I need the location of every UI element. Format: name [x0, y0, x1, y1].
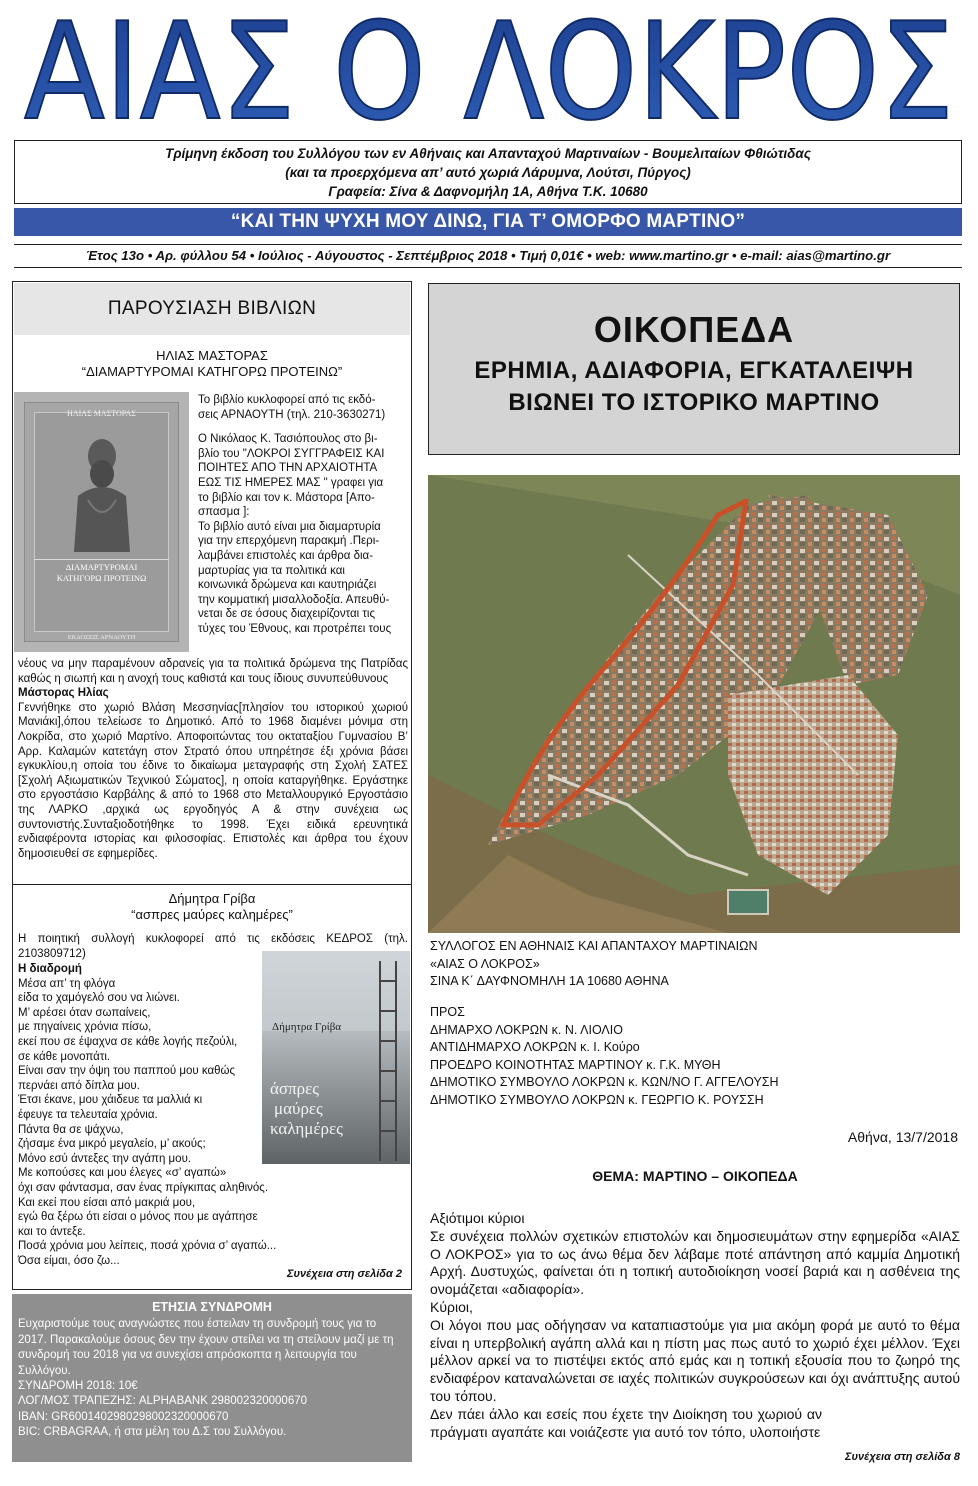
greeting: Αξιότιμοι κύριοι [430, 1210, 525, 1226]
publication-address: Γραφεία: Σίνα & Δαφνομήλη 1Α, Αθήνα Τ.Κ. 10680 [328, 184, 648, 199]
book1-cover-title: ΔΙΑΜΑΡΤΥΡΟΜΑΙ ΚΑΤΗΓΟΡΩ ΠΡΟΤΕΙΝΩ [56, 562, 147, 583]
book1-header [16, 348, 408, 380]
book2-poem: Η διαδρομή Μέσα απ’ τη φλόγα είδα το χαμόγελό σου να λιώνει. Μ’ αρέσει όταν σωπαίνεις, με πηγαίνεις χρόνια πίσω, εκεί που σε έψαχνα σε κάθε λογής πεζούλι, σε κάθε μονοπάτι. Είναι σαν την όψη του παππού μου καθώς περνάει από δίπλα μου. Έτσι έκανε, μου χάιδευε τα μαλλιά κι έφευγε τα τελευταία χρόνια. Πάντα θα σε ψάχνω, ζήσαμε ένα μικρό μεγαλείο, μ’ ακούς; Μόνο εσύ άντεξες την αγάπη μου. Με κοπούσες και μου έλεγες «σ’ αγαπώ» όχι σαν φάντασμα, σαν ένας πρίγκιπας αληθινός. Και εκεί που είσαι από μακριά μου, εγώ θα ξέρω ότι είσαι ο μόνος που με αγάπησε και το άντεξε. Ποσά χρόνια μου λείπεις, ποσά χρόνια σ’ αγαπώ... Όσα είμαι, όσο ζω... [18, 963, 277, 1267]
publication-info [14, 140, 962, 204]
bank-account: ΛΟΓ/ΜΟΣ ΤΡΑΠΕΖΗΣ: ALPHABANK 298002320000670 [18, 1395, 308, 1408]
publication-line-1: Τρίμηνη έκδοση του Συλλόγου των εν Αθήναις και Απανταχού Μαρτιναίων - Βουμελιταίων Φθιώτιδας [165, 146, 811, 161]
letter-recipients: ΠΡΟΣ ΔΗΜΑΡΧΟ ΛΟΚΡΩΝ κ. Ν. ΛΙΟΛΙΟ ΑΝΤΙΔΗΜΑΡΧΟ ΛΟΚΡΩΝ κ. Ι. Κούρο ΠΡΟΕΔΡΟ ΚΟΙΝΟΤΗΤΑΣ ΜΑΡΤΙΝΟΥ κ. Γ.Κ. ΜΥΘΗ ΔΗΜΟΤΙΚΟ ΣΥΜΒΟΥΛΟ ΛΟΚΡΩΝ κ. ΚΩΝ/ΝΟ Γ. ΑΓΓΕΛΟΥΣΗ ΔΗΜΟΤΙΚΟ ΣΥΜΒΟΥΛΟ ΛΟΚΡΩΝ κ. ΓΕΩΡΓΙΟ Κ. ΡΟΥΣΣΗ [430, 1004, 960, 1109]
letter-sender: ΣΥΛΛΟΓΟΣ ΕΝ ΑΘΗΝΑΙΣ ΚΑΙ ΑΠΑΝΤΑΧΟΥ ΜΑΡΤΙΝΑΙΩΝ «ΑΙΑΣ Ο ΛΟΚΡΟΣ» ΣΙΝΑ Κ΄ ΔΑΥΦΝΟΜΗΛΗ 1Α 10680 ΑΘΗΝΑ [430, 939, 758, 988]
plots-headline-box [428, 283, 960, 455]
book1-full-text: νέους να μην παραμένουν αδρανείς για τα πολιτικά δρώμενα της Πατρίδας καθώς η σιωπή και η ανοχή τους καθιστά και τους ίδιους συνυπεύθυνους [18, 658, 408, 685]
ladder-image [374, 961, 404, 1161]
issue-info: Έτος 13ο • Αρ. φύλλου 54 • Ιούλιος - Αύγουστος - Σεπτέμβριος 2018 • Τιμή 0,01€ • web: www.martino.gr • e-mail: aias@martino.gr [14, 244, 962, 268]
book2-author: Δήμητρα Γρίβα [168, 891, 256, 906]
book1-author: ΗΛΙΑΣ ΜΑΣΤΟΡΑΣ [156, 348, 268, 363]
paragraph-1: Σε συνέχεια πολλών σχετικών επιστολών και δημοσιευμάτων στην εφημερίδα «ΑΙΑΣ Ο ΛΟΚΡΟΣ» για το ως άνω θέμα δεν λάβαμε ποτέ απάντηση από καμμία Δημοτική Αρχή. Δυστυχώς, φαίνεται ότι η τοπική αυτοδιοίκηση νοσεί βαριά και η ασθένεια της ονομάζεται «αδιαφορία». [430, 1227, 960, 1298]
book2-title: “ασπρες μαύρες καλημέρες” [131, 907, 293, 922]
book1-cover-author: ΗΛΙΑΣ ΜΑΣΤΟΡΑΣ [67, 409, 136, 418]
aerial-photo [428, 475, 960, 933]
letter-date: Αθήνα, 13/7/2018 [847, 1129, 958, 1145]
letter-subject: ΘΕΜΑ: ΜΑΡΤΙΝΟ – ΟΙΚΟΠΕΔΑ [592, 1168, 798, 1184]
book1-cover-image [14, 392, 189, 652]
book2-intro: Η ποιητική συλλογή κυκλοφορεί από τις εκδόσεις ΚΕΔΡΟΣ (τηλ. 2103809712) [18, 933, 408, 960]
book2-cover-image [262, 951, 410, 1164]
book1-bio-heading: Μάστορας Ηλίας [18, 687, 109, 700]
book2-header [16, 891, 408, 923]
statue-bust-image [66, 434, 138, 552]
publication-line-2: (και τα προερχόμενα απ’ αυτό χωριά Λάρυμνα, Λούτσι, Πύργος) [285, 165, 691, 180]
paragraph-2: Οι λόγοι που μας οδήγησαν να καταπιαστούμε για μια ακόμη φορά με αυτό το θέμα είναι η υπερβολική αγάπη αλλά και η πίστη μας πως αυτό το χωριό έχει μέλλον. Έχει μέλλον αρκεί να το πιστέψει εκτός από εμάς και η τοπική εξουσία που το ζωηρό της ενδιαφέρον καταναλώνεται σε ιαχές πολιτικών συγκρούσεων και όχι ανάπτυξης αυτού του τόπου. [430, 1316, 960, 1404]
letter-body [430, 1210, 960, 1441]
books-section-title: ΠΑΡΟΥΣΙΑΣΗ ΒΙΒΛΙΩΝ [14, 283, 410, 335]
subscription-text: Ευχαριστούμε τους αναγνώστες που έστειλαν τη συνδρομή τους για το 2017. Παρακαλούμε όσους δεν την έχουν στείλει να τη στείλουν μαζί με τη συνδρομή του 2018 για να συνεχίσει απρόσκοπτα η λειτουργία του Συλλόγου. [18, 1318, 394, 1377]
poem-title: Η διαδρομή [18, 963, 82, 975]
slogan-banner: “ΚΑΙ ΤΗΝ ΨΥΧΗ ΜΟΥ ΔΙΝΩ, ΓΙΑ Τ’ ΟΜΟΡΦΟ ΜΑΡΤΙΝΟ” [14, 208, 962, 236]
paragraph-3: Δεν πάει άλλο και εσείς που έχετε την Διοίκηση του χωριού αν πράγματι αγαπάτε και νοιάζεστε για αυτό τον τόπο, υλοποιήστε [430, 1405, 822, 1440]
book2-cover-title: άσπρες μαύρες καλημέρες [270, 1079, 343, 1138]
continued-page-8: Συνέχεια στη σελίδα 8 [845, 1451, 960, 1463]
book1-side-text: Το βιβλίο κυκλοφορεί από τις εκδό- σεις ΑΡΝΑΟΥΤΗ (τηλ. 210-3630271) Ο Νικόλαος Κ. Τασιόπουλος στο βι- βλίο του "ΛΟΚΡΟΙ ΣΥΓΓΡΑΦΕΙΣ ΚΑΙ ΠΟΙΗΤΕΣ ΑΠΟ ΤΗΝ ΑΡΧΑΙΟΤΗΤΑ ΕΩΣ ΤΙΣ ΗΜΕΡΕΣ ΜΑΣ " γραφει για το βιβλίο και τον κ. Μάστορα [Απο- σπασμα ]: Το βιβλίο αυτό είναι μια διαμαρτυρία για την επερχόμενη παρακμή .Περι- λαμβάνει επιστολές και άρθρα δια- μαρτυρίας για τα πολιτικά και κοινωνικά δρώμενα και καυτηριάζει την κομματική μισαλλοδοξία. Απευθύ- νεται δε σε όσους διαχειρίζονται τις τύχες του Έθνους, και προτρέπει τους [198, 394, 392, 635]
subscription-fee: ΣΥΝΔΡΟΜΗ 2018: 10€ [18, 1380, 138, 1393]
continued-page-2: Συνέχεια στη σελίδα 2 [287, 1268, 402, 1280]
bic: BIC: CRBAGRAA, ή στα μέλη του Δ.Σ του Συλλόγου. [18, 1426, 287, 1439]
masthead-logo [20, 0, 958, 150]
plots-title: ΟΙΚΟΠΕΔΑ [593, 309, 795, 350]
plots-subtitle: ΕΡΗΜΙΑ, ΑΔΙΑΦΟΡΙΑ, ΕΓΚΑΤΑΛΕΙΨΗ ΒΙΩΝΕΙ ΤΟ ΙΣΤΟΡΙΚΟ ΜΑΡΤΙΝΟ [474, 357, 914, 416]
book1-cover-publisher: ΕΚΔΟΣΕΙΣ ΑΡΝΑΟΥΤΗ [67, 634, 136, 641]
book2-cover-author: Δήμητρα Γρίβα [272, 1021, 342, 1033]
subscription-box [12, 1294, 412, 1462]
paragraph-2-label: Κύριοι, [430, 1298, 473, 1315]
to-label: ΠΡΟΣ [430, 1005, 465, 1019]
book1-title: “ΔΙΑΜΑΡΤΥΡΟΜΑΙ ΚΑΤΗΓΟΡΩ ΠΡΟΤΕΙΝΩ” [81, 364, 343, 379]
iban: IBAN: GR6001402980298002320000670 [18, 1410, 229, 1423]
divider [12, 884, 412, 885]
subscription-heading: ΕΤΗΣΙΑ ΣΥΝΔΡΟΜΗ [152, 1300, 272, 1314]
book1-body [18, 657, 408, 861]
book1-bio-text: Γεννήθηκε στο χωριό Βλάση Μεσσηνίας[πλησίον του ιστορικού χωριού Μανιάκι],όπου τελείωσε το Δημοτικό. Από το 1968 διαμένει μόνιμα στη Λοκρίδα, στο χωριό Μαρτίνο. Αποφοιτώντας του οκταταξίου Γυμνασίου Β’ Αρρ. Καλαμών κατετάγη στον Στρατό όπου υπηρέτησε έξι χρόνια βάσει εγκυκλίου,η οποία του έδινε το δικαίωμα μεταγραφής στη Σχολή ΣΑΤΕΣ [Σχολή Αξιωματικών Τεχνικού Σώματος], η οποία καταργήθηκε. Εργάστηκε στο εργοστάσιο Καρβάλης & από το 1968 στο Μεταλλουργικό Εργοστάσιο της ΛΑΡΚΟ ,αρχικά ως εργοδηγός Α & στην συνέχεια ως συντονιστής.Συνταξιοδοτήθηκε το 1998. Έχει ειδικά ερευνητικά ενδιαφέροντα ιστορίας και φιλοσοφίας. Επιστολές και άρθρα του έχουν δημοσιευθεί σε εφημερίδες. [18, 701, 408, 860]
masthead-title: ΑΙΑΣ Ο ΛΟΚΡΟΣ [24, 0, 954, 150]
masthead-logo-art [20, 0, 958, 150]
